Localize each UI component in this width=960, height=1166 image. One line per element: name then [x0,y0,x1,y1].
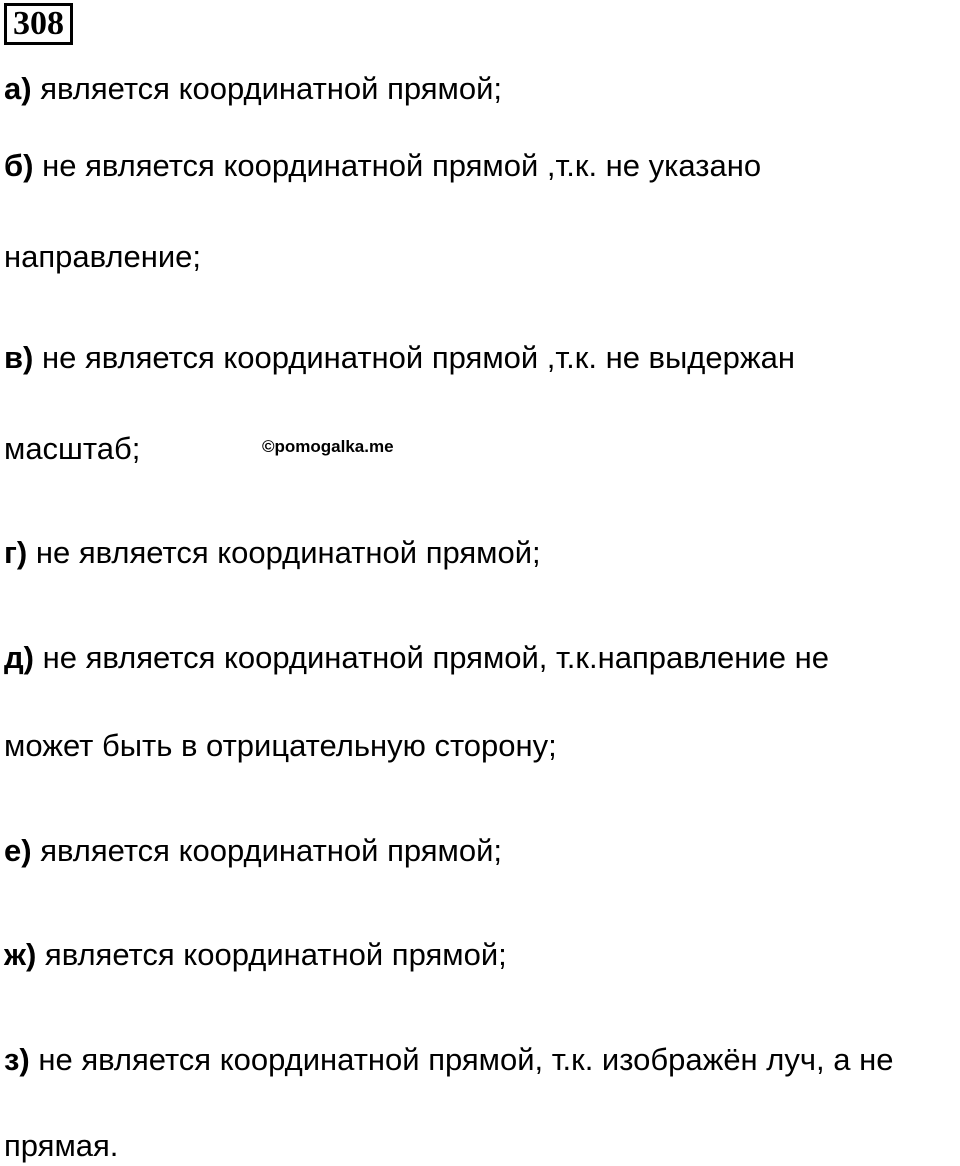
watermark: ©pomogalka.me [262,437,394,456]
item-text: является координатной прямой; [31,833,503,868]
item-text: не является координатной прямой; [27,535,541,570]
item-text: прямая. [4,1128,119,1163]
item-label: б) [4,148,34,183]
answer-line-e [4,831,502,871]
answer-line-z [4,1040,893,1080]
item-text: масштаб; [4,431,141,466]
item-label: в) [4,340,34,375]
answer-line-z-cont [4,1126,118,1166]
answer-line-zh [4,935,507,975]
answer-line-d [4,638,829,678]
item-text: не является координатной прямой, т.к. изображён луч, а не [29,1042,894,1077]
answer-line-b-cont [4,237,201,277]
item-label: ж) [4,937,37,972]
answer-line-v-cont [4,429,140,469]
item-text: не является координатной прямой, т.к.направление не [34,640,829,675]
item-label: а) [4,71,32,106]
item-text: направление; [4,239,202,274]
answer-line-g [4,533,541,573]
item-label: г) [4,535,28,570]
item-label: е) [4,833,32,868]
item-text: не является координатной прямой ,т.к. не указано [33,148,762,183]
answer-line-v [4,338,795,378]
item-text: является координатной прямой; [31,71,503,106]
answer-line-a [4,69,502,109]
item-label: з) [4,1042,30,1077]
item-text: может быть в отрицательную сторону; [4,728,557,763]
problem-number: 308 [4,3,73,45]
answer-line-d-cont [4,726,557,766]
item-label: д) [4,640,35,675]
answer-line-b [4,146,761,186]
item-text: не является координатной прямой ,т.к. не выдержан [33,340,795,375]
item-text: является координатной прямой; [36,937,507,972]
